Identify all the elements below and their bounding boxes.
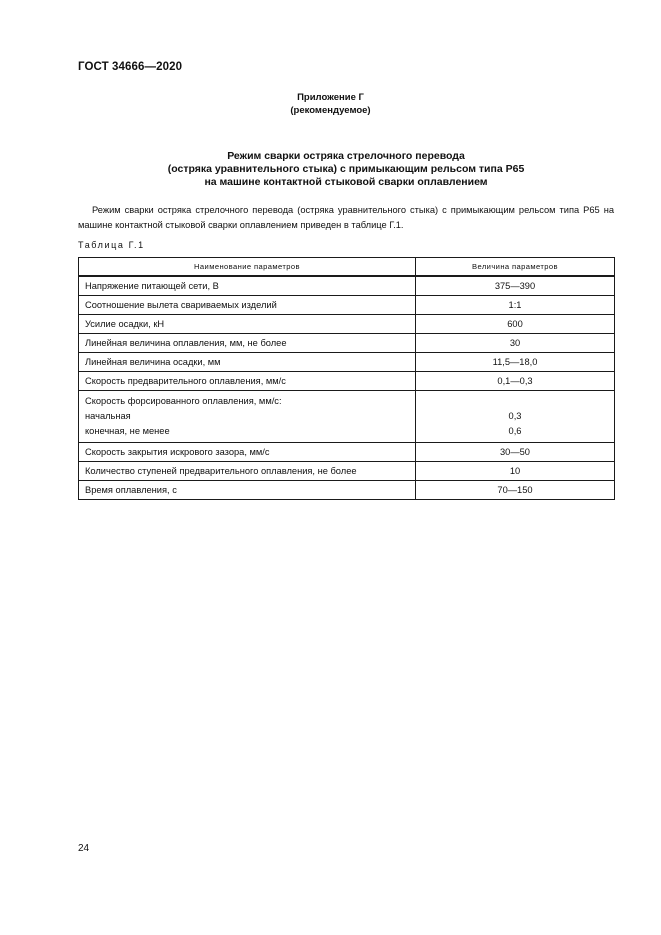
table-row <box>79 480 615 499</box>
table-row <box>79 371 615 390</box>
parameter-value: 11,5—18,0 <box>416 352 615 371</box>
table-row <box>79 276 615 295</box>
parameter-subitem: начальная <box>85 410 131 421</box>
parameter-name: Линейная величина оплавления, мм, не более <box>79 333 416 352</box>
parameter-value <box>416 390 615 442</box>
parameter-value: 1:1 <box>416 295 615 314</box>
parameter-name <box>79 390 416 442</box>
table-row <box>79 442 615 461</box>
annex-heading <box>0 91 661 117</box>
parameter-subitem: конечная, не менее <box>85 425 170 436</box>
intro-paragraph: Режим сварки остряка стрелочного перевода (остряка уравнительного стыка) с примыкающим рельсом типа Р65 на машине контактной стыковой сварки оплавлением приведен в таблице Г.1. <box>78 205 614 230</box>
parameters-table <box>78 257 615 500</box>
parameter-group-label: Скорость форсированного оплавления, мм/с: <box>85 395 282 406</box>
table-caption: Таблица Г.1 <box>78 240 145 250</box>
table-row <box>79 461 615 480</box>
parameter-name: Время оплавления, с <box>79 480 416 499</box>
document-title <box>0 150 661 189</box>
column-header-parameter: Наименование параметров <box>79 258 416 277</box>
annex-status: (рекомендуемое) <box>290 105 371 116</box>
column-header-value: Величина параметров <box>416 258 615 277</box>
table-row <box>79 295 615 314</box>
parameter-value: 70—150 <box>416 480 615 499</box>
parameter-name: Скорость закрытия искрового зазора, мм/с <box>79 442 416 461</box>
parameter-name: Линейная величина осадки, мм <box>79 352 416 371</box>
parameter-name: Соотношение вылета свариваемых изделий <box>79 295 416 314</box>
parameter-value: 0,1—0,3 <box>416 371 615 390</box>
parameter-name: Напряжение питающей сети, В <box>79 276 416 295</box>
parameter-subitem-value: 0,3 <box>508 410 522 421</box>
title-line: на машине контактной стыковой сварки оплавлением <box>204 176 488 188</box>
parameter-name: Усилие осадки, кН <box>79 314 416 333</box>
parameter-value: 600 <box>416 314 615 333</box>
title-line: Режим сварки остряка стрелочного перевода <box>227 150 465 162</box>
table-row <box>79 352 615 371</box>
title-line: (остряка уравнительного стыка) с примыкающим рельсом типа Р65 <box>167 163 525 175</box>
parameter-value: 10 <box>416 461 615 480</box>
parameter-name: Количество ступеней предварительного оплавления, не более <box>79 461 416 480</box>
parameter-value: 30 <box>416 333 615 352</box>
parameter-name: Скорость предварительного оплавления, мм/с <box>79 371 416 390</box>
table-row <box>79 314 615 333</box>
document-code: ГОСТ 34666—2020 <box>78 61 183 73</box>
parameter-group-value <box>422 394 608 409</box>
page-number: 24 <box>78 843 90 854</box>
table-row <box>79 333 615 352</box>
parameter-value: 375—390 <box>416 276 615 295</box>
table-row <box>79 390 615 442</box>
table-header-row <box>79 258 615 277</box>
parameter-subitem-value: 0,6 <box>508 425 522 436</box>
annex-title: Приложение Г <box>297 92 364 103</box>
parameter-value: 30—50 <box>416 442 615 461</box>
